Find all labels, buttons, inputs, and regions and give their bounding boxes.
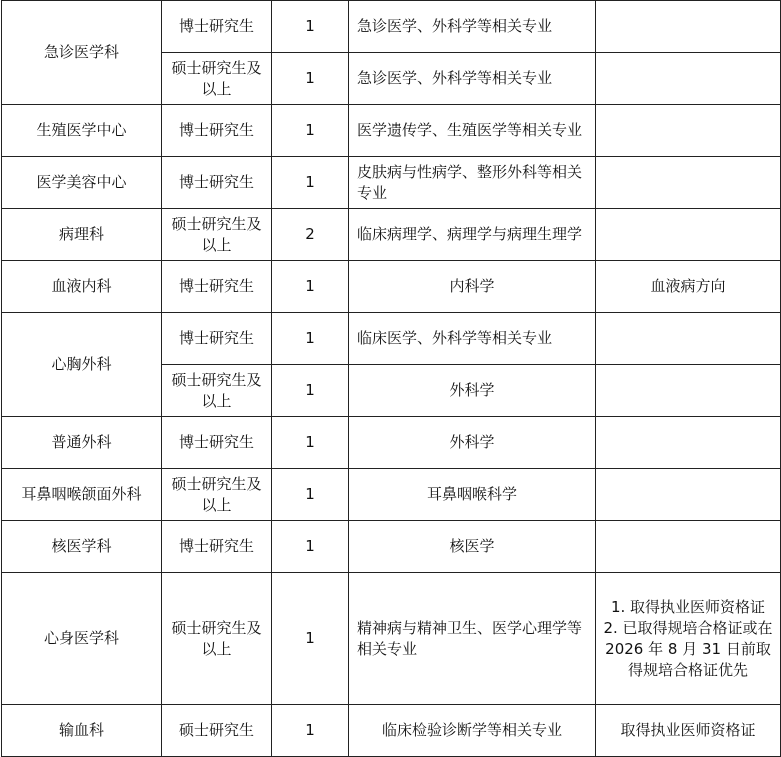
dept-cell: 医学美容中心	[2, 157, 162, 209]
table-row	[2, 573, 781, 705]
dept-cell: 输血科	[2, 705, 162, 757]
edu-cell: 博士研究生	[162, 417, 272, 469]
count-cell: 1	[272, 53, 349, 105]
remark-cell	[596, 417, 781, 469]
remark-cell	[596, 53, 781, 105]
dept-cell: 普通外科	[2, 417, 162, 469]
dept-cell: 耳鼻咽喉颌面外科	[2, 469, 162, 521]
edu-cell: 博士研究生	[162, 313, 272, 365]
edu-cell: 硕士研究生及以上	[162, 53, 272, 105]
table-row	[2, 521, 781, 573]
table-row	[2, 157, 781, 209]
count-cell: 1	[272, 705, 349, 757]
table-row	[2, 209, 781, 261]
remark-cell	[596, 1, 781, 53]
count-cell: 1	[272, 469, 349, 521]
edu-cell: 博士研究生	[162, 521, 272, 573]
major-cell: 外科学	[349, 365, 596, 417]
table-row	[2, 105, 781, 157]
major-cell: 临床病理学、病理学与病理生理学	[349, 209, 596, 261]
major-cell: 临床检验诊断学等相关专业	[349, 705, 596, 757]
table-row	[2, 261, 781, 313]
count-cell: 1	[272, 157, 349, 209]
remark-cell	[596, 469, 781, 521]
edu-cell: 硕士研究生	[162, 705, 272, 757]
count-cell: 1	[272, 261, 349, 313]
count-cell: 2	[272, 209, 349, 261]
remark-cell	[596, 313, 781, 365]
edu-cell: 博士研究生	[162, 1, 272, 53]
dept-cell: 血液内科	[2, 261, 162, 313]
edu-cell: 博士研究生	[162, 105, 272, 157]
dept-cell: 心身医学科	[2, 573, 162, 705]
major-cell: 核医学	[349, 521, 596, 573]
table-row	[2, 705, 781, 757]
edu-cell: 博士研究生	[162, 261, 272, 313]
edu-cell: 博士研究生	[162, 157, 272, 209]
major-cell: 临床医学、外科学等相关专业	[349, 313, 596, 365]
dept-cell: 心胸外科	[2, 313, 162, 417]
edu-cell: 硕士研究生及以上	[162, 209, 272, 261]
dept-cell: 急诊医学科	[2, 1, 162, 105]
remark-cell	[596, 365, 781, 417]
recruitment-table	[1, 0, 781, 757]
major-cell: 急诊医学、外科学等相关专业	[349, 53, 596, 105]
major-cell: 医学遗传学、生殖医学等相关专业	[349, 105, 596, 157]
remark-cell: 血液病方向	[596, 261, 781, 313]
remark-cell	[596, 521, 781, 573]
remark-cell	[596, 157, 781, 209]
remark-cell	[596, 573, 781, 705]
edu-cell: 硕士研究生及以上	[162, 469, 272, 521]
major-cell: 内科学	[349, 261, 596, 313]
count-cell: 1	[272, 521, 349, 573]
dept-cell: 生殖医学中心	[2, 105, 162, 157]
remark-line-1: 1. 取得执业医师资格证	[610, 597, 766, 616]
remark-cell	[596, 105, 781, 157]
edu-cell: 硕士研究生及以上	[162, 573, 272, 705]
edu-cell: 硕士研究生及以上	[162, 365, 272, 417]
remark-cell: 取得执业医师资格证	[596, 705, 781, 757]
count-cell: 1	[272, 365, 349, 417]
remark-cell	[596, 209, 781, 261]
table-row	[2, 469, 781, 521]
count-cell: 1	[272, 417, 349, 469]
table-row	[2, 313, 781, 365]
major-cell: 急诊医学、外科学等相关专业	[349, 1, 596, 53]
count-cell: 1	[272, 105, 349, 157]
dept-cell: 病理科	[2, 209, 162, 261]
remark-line-2: 2. 已取得规培合格证或在 2026 年 8 月 31 日前取得规培合格证优先	[603, 618, 773, 679]
major-cell: 外科学	[349, 417, 596, 469]
major-cell: 皮肤病与性病学、整形外科等相关专业	[349, 157, 596, 209]
table-row	[2, 1, 781, 53]
count-cell: 1	[272, 573, 349, 705]
count-cell: 1	[272, 313, 349, 365]
count-cell: 1	[272, 1, 349, 53]
major-cell: 精神病与精神卫生、医学心理学等相关专业	[349, 573, 596, 705]
table-row	[2, 417, 781, 469]
dept-cell: 核医学科	[2, 521, 162, 573]
major-cell: 耳鼻咽喉科学	[349, 469, 596, 521]
